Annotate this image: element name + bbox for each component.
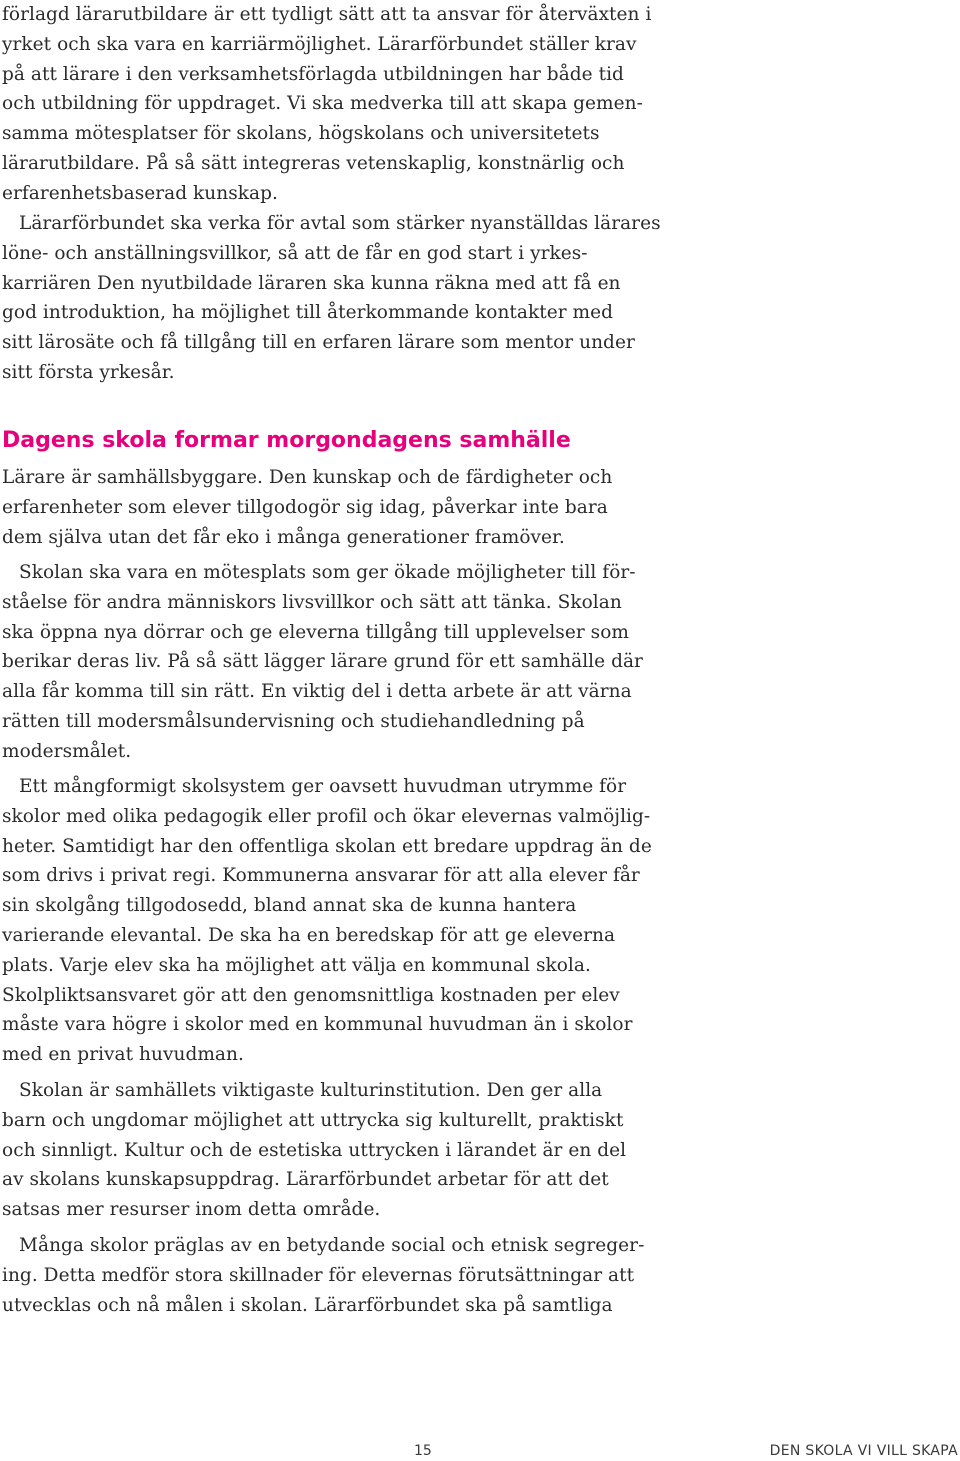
text-line: Lärare är samhällsbyggare. Den kunskap och de färdigheter och [2, 467, 613, 488]
section-paragraph-1 [2, 463, 642, 552]
text-line: erfarenheter som elever tillgodogör sig idag, påverkar inte bara [2, 496, 608, 518]
text-line: varierande elevantal. De ska ha en beredskap för att ge eleverna [2, 924, 616, 946]
text-line: rätten till modersmålsundervisning och studiehandledning på [2, 710, 585, 732]
text-line: lärarutbildare. På så sätt integreras vetenskaplig, konstnärlig och [2, 152, 625, 174]
section-heading: Dagens skola formar morgondagens samhälle [2, 428, 571, 453]
text-line: Ett mångformigt skolsystem ger oavsett huvudman utrymme för [19, 776, 627, 797]
section-paragraph-4 [2, 1076, 642, 1225]
text-line: heter. Samtidigt har den offentliga skolan ett bredare uppdrag än de [2, 835, 652, 857]
text-line: och sinnligt. Kultur och de estetiska uttrycken i lärandet är en del [2, 1139, 627, 1161]
text-line: erfarenhetsbaserad kunskap. [2, 182, 278, 204]
text-line: sitt första yrkesår. [2, 361, 175, 383]
section-paragraph-2 [2, 558, 642, 767]
text-line: ing. Detta medför stora skillnader för elevernas förutsättningar att [2, 1264, 635, 1286]
text-line: på att lärare i den verksamhetsförlagda utbildningen har både tid [2, 63, 624, 85]
new-teachers-paragraph [2, 209, 661, 388]
text-line: Lärarförbundet ska verka för avtal som stärker nyanställdas lärares [19, 213, 661, 234]
intro-paragraph [2, 0, 652, 209]
text-line: av skolans kunskapsuppdrag. Lärarförbundet arbetar för att det [2, 1169, 609, 1191]
text-line: plats. Varje elev ska ha möjlighet att välja en kommunal skola. [2, 954, 591, 976]
text-line: och utbildning för uppdraget. Vi ska medverka till att skapa gemen- [2, 93, 643, 115]
text-line: sitt lärosäte och få tillgång till en erfaren lärare som mentor under [2, 332, 635, 354]
text-line: Skolpliktsansvaret gör att den genomsnittliga kostnaden per elev [2, 984, 620, 1006]
text-line: löne- och anställningsvillkor, så att de får en god start i yrkes- [2, 242, 588, 264]
text-line: Många skolor präglas av en betydande social och etnisk segreger- [19, 1235, 645, 1256]
text-line: alla får komma till sin rätt. En viktig del i detta arbete är att värna [2, 681, 632, 703]
text-line: Skolan ska vara en mötesplats som ger ökade möjligheter till för- [19, 562, 636, 583]
text-line: utvecklas och nå målen i skolan. Lärarförbundet ska på samtliga [2, 1294, 613, 1316]
text-line: måste vara högre i skolor med en kommunal huvudman än i skolor [2, 1014, 633, 1036]
text-line: dem själva utan det får eko i många generationer framöver. [2, 526, 565, 548]
text-line: berikar deras liv. På så sätt lägger lärare grund för ett samhälle där [2, 651, 643, 673]
publication-title: DEN SKOLA VI VILL SKAPA [769, 1443, 958, 1459]
text-line: ska öppna nya dörrar och ge eleverna tillgång till upplevelser som [2, 621, 629, 643]
text-line: med en privat huvudman. [2, 1044, 244, 1066]
text-line: som drivs i privat regi. Kommunerna ansvarar för att alla elever får [2, 865, 640, 887]
text-line: sin skolgång tillgodosedd, bland annat ska de kunna hantera [2, 895, 577, 917]
text-line: karriären Den nyutbildade läraren ska kunna räkna med att få en [2, 272, 621, 294]
text-line: barn och ungdomar möjlighet att uttrycka sig kulturellt, praktiskt [2, 1109, 624, 1131]
section-paragraph-3 [2, 772, 652, 1070]
text-line: skolor med olika pedagogik eller profil och ökar elevernas valmöjlig- [2, 805, 651, 827]
text-line: yrket och ska vara en karriärmöjlighet. Lärarförbundet ställer krav [2, 33, 637, 55]
text-line: god introduktion, ha möjlighet till återkommande kontakter med [2, 302, 614, 324]
page-number: 15 [414, 1443, 432, 1459]
text-line: ståelse för andra människors livsvillkor och sätt att tänka. Skolan [2, 591, 622, 613]
text-line: förlagd lärarutbildare är ett tydligt sätt att ta ansvar för återväxten i [2, 4, 652, 25]
text-line: Skolan är samhällets viktigaste kulturinstitution. Den ger alla [19, 1080, 603, 1101]
text-line: satsas mer resurser inom detta område. [2, 1199, 381, 1221]
text-line: modersmålet. [2, 740, 132, 762]
section-paragraph-5 [2, 1231, 645, 1320]
text-line: samma mötesplatser för skolans, högskolans och universitetets [2, 123, 600, 145]
